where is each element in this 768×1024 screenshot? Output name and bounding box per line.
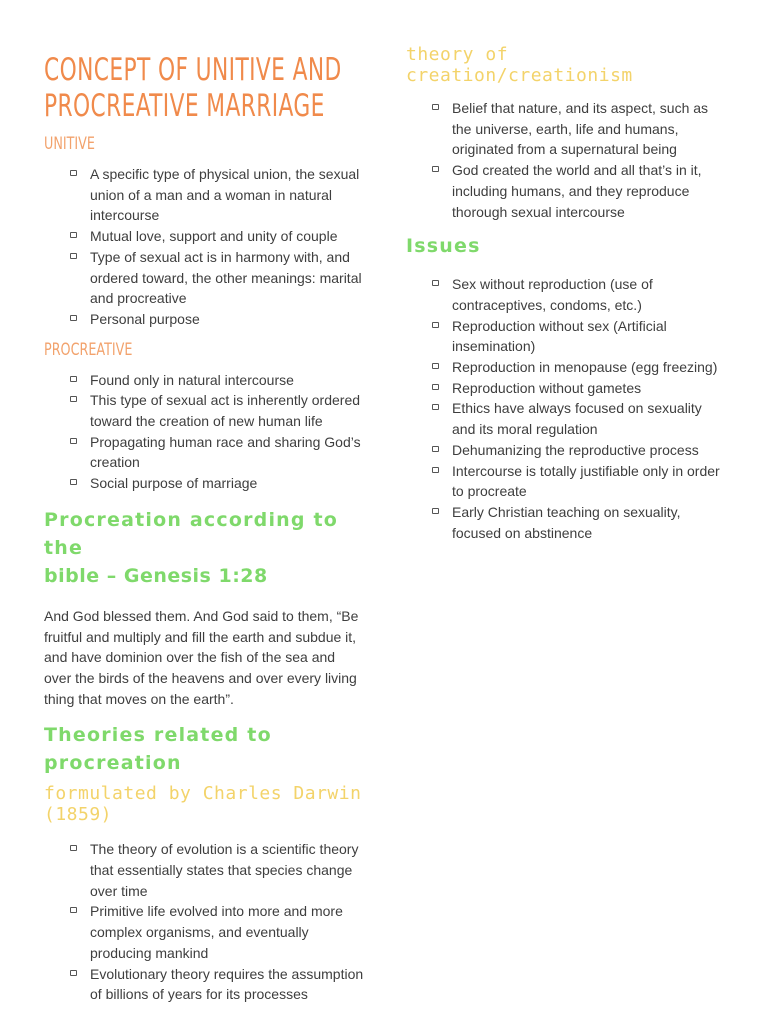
bullet-icon [70, 315, 77, 321]
list-item: This type of sexual act is inherently ordered toward the creation of new human life [70, 390, 366, 431]
bullet-icon [432, 104, 439, 110]
left-column [44, 0, 366, 1005]
list-item: Mutual love, support and unity of couple [70, 226, 366, 247]
bullet-icon [432, 322, 439, 328]
theories-heading: Theories related to procreation [44, 724, 272, 775]
list-item: Dehumanizing the reproductive process [432, 440, 728, 461]
list-item: The theory of evolution is a scientific theory that essentially states that species change over time [70, 839, 366, 901]
list-item: Found only in natural intercourse [70, 370, 366, 391]
bullet-icon [70, 396, 77, 402]
bullet-icon [432, 467, 439, 473]
creation-list [406, 98, 728, 222]
darwin-list [44, 839, 366, 1005]
bullet-icon [432, 280, 439, 286]
bullet-icon [70, 376, 77, 382]
bullet-icon [70, 438, 77, 444]
issues-heading: Issues [406, 235, 481, 258]
list-item: Primitive life evolved into more and more complex organisms, and eventually producing mankind [70, 901, 366, 963]
list-item: Personal purpose [70, 309, 366, 330]
bullet-icon [432, 166, 439, 172]
bullet-icon [70, 170, 77, 176]
list-item: Type of sexual act is in harmony with, and ordered toward, the other meanings: marital and procreative [70, 247, 366, 309]
list-item: Intercourse is totally justifiable only in order to procreate [432, 461, 728, 502]
list-item: Reproduction without gametes [432, 378, 728, 399]
list-item: Evolutionary theory requires the assumption of billions of years for its processes [70, 964, 366, 1005]
list-item: Social purpose of marriage [70, 473, 366, 494]
bible-heading: Procreation according to the bible – Genesis 1:28 [44, 508, 339, 587]
bullet-icon [432, 363, 439, 369]
bullet-icon [70, 253, 77, 259]
list-item: Ethics have always focused on sexuality and its moral regulation [432, 398, 728, 439]
list-item: God created the world and all that’s in it, including humans, and they reproduce thorough sexual intercourse [432, 160, 728, 222]
bullet-icon [70, 232, 77, 238]
procreative-heading: PROCREATIVE [44, 339, 133, 360]
darwin-heading: formulated by Charles Darwin (1859) [44, 783, 362, 826]
bullet-icon [432, 384, 439, 390]
genesis-quote: And God blessed them. And God said to them, “Be fruitful and multiply and fill the earth and subdue it, and have dominion over the fish of the sea and over the birds of the heavens and over every living thing that moves on the earth”. [44, 607, 359, 707]
list-item: Belief that nature, and its aspect, such as the universe, earth, life and humans, originated from a supernatural being [432, 98, 728, 160]
page-title: CONCEPT OF UNITIVE AND PROCREATIVE MARRIAGE [44, 52, 342, 124]
bullet-icon [432, 446, 439, 452]
bullet-icon [70, 970, 77, 976]
bullet-icon [432, 404, 439, 410]
list-item: Early Christian teaching on sexuality, focused on abstinence [432, 502, 728, 543]
creation-heading: theory of creation/creationism [406, 44, 633, 86]
issues-list [406, 274, 728, 543]
right-column [406, 0, 728, 543]
bullet-icon [432, 508, 439, 514]
list-item: Reproduction without sex (Artificial insemination) [432, 316, 728, 357]
list-item: Sex without reproduction (use of contraceptives, condoms, etc.) [432, 274, 728, 315]
bullet-icon [70, 479, 77, 485]
unitive-heading: UNITIVE [44, 134, 95, 154]
unitive-list [44, 164, 366, 330]
list-item: Propagating human race and sharing God’s creation [70, 432, 366, 473]
procreative-list [44, 370, 366, 494]
bullet-icon [70, 907, 77, 913]
list-item: Reproduction in menopause (egg freezing) [432, 357, 728, 378]
list-item: A specific type of physical union, the sexual union of a man and a woman in natural intercourse [70, 164, 366, 226]
bullet-icon [70, 845, 77, 851]
